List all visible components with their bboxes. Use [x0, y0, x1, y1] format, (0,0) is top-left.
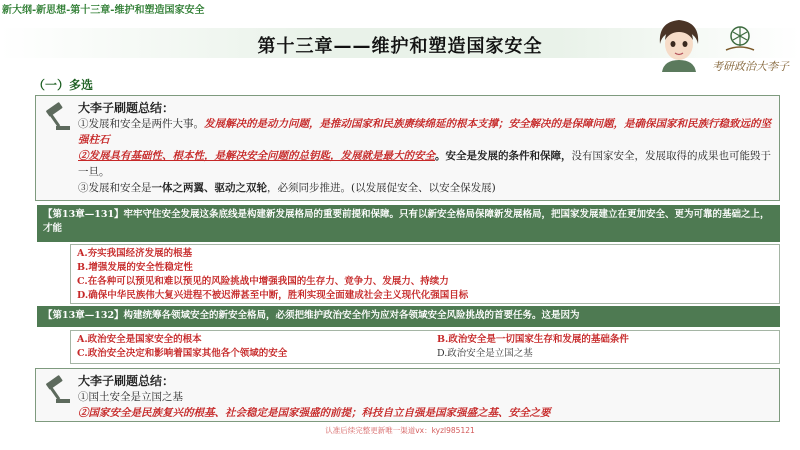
- avatar-illustration: [652, 14, 706, 72]
- gavel-icon: [40, 373, 74, 407]
- option-a[interactable]: A.政治安全是国家安全的根本: [77, 334, 202, 345]
- options-grid: [77, 333, 773, 361]
- summary-line-1-b: 发展解决的是动力问题，是推动国家和民族赓续绵延的根本支撑；安全解决的是保障问题，是确保国家和民族行稳致远的坚强柱石: [78, 118, 771, 146]
- option-b[interactable]: B.政治安全是一切国家生存和发展的基础条件: [437, 334, 629, 345]
- summary-line-3-b: 一体之两翼、驱动之双轮: [151, 182, 267, 194]
- summary-line-3: [78, 180, 773, 196]
- option-c[interactable]: C.政治安全决定和影响着国家其他各个领域的安全: [77, 348, 288, 359]
- summary-line-2-a: ②发展具有基础性、根本性，是解决安全问题的总钥匙，发展就是最大的安全: [78, 150, 435, 162]
- question-132: 【第13章—132】构建统筹各领域安全的新安全格局，必须把维护政治安全作为应对各领域安全风险挑战的首要任务。这是因为: [37, 306, 780, 327]
- summary-line-3-a: ③发展和安全是: [78, 182, 152, 194]
- summary-line-2: [78, 148, 773, 180]
- question-132-options: [70, 330, 780, 364]
- option-a[interactable]: A.夯实我国经济发展的根基: [77, 248, 193, 259]
- summary-title: 大李子刷题总结：: [78, 101, 175, 115]
- question-131-options: [70, 244, 780, 304]
- gavel-icon: [40, 100, 74, 134]
- question-131: 【第13章—131】牢牢守住安全发展这条底线是构建新发展格局的重要前提和保障。只有以新安全格局保障新发展格局，把国家发展建立在更加安全、更为可靠的基础之上，才能: [37, 205, 780, 242]
- option-c[interactable]: C.在各种可以预见和难以预见的风险挑战中增强我国的生存力、竞争力、发展力、持续力: [77, 276, 449, 287]
- summary-line-1: [78, 116, 773, 148]
- summary-line-2-b: 。安全是发展的条件和保障，: [435, 150, 572, 162]
- summary-line-3-c: ，必须同步推进。(以发展促安全、以安全保发展): [267, 182, 496, 194]
- summary-box-2: [35, 368, 780, 422]
- page-title: 第十三章——维护和塑造国家安全: [257, 36, 543, 57]
- option-d[interactable]: D.确保中华民族伟大复兴进程不被迟滞甚至中断，胜利实现全面建成社会主义现代化强国目标: [77, 290, 469, 301]
- summary-box-1: [35, 95, 780, 201]
- summary-lines: [78, 116, 773, 196]
- section-label: （一）多选: [33, 78, 94, 92]
- option-d[interactable]: D.政治安全是立国之基: [437, 348, 533, 359]
- summary-title: 大李子刷题总结：: [78, 374, 175, 388]
- logo-text: 考研政治大李子: [712, 60, 789, 73]
- breadcrumb: 新大纲-新思想-第十三章-维护和塑造国家安全: [2, 5, 205, 16]
- summary-line-1-a: ①发展和安全是两件大事。: [78, 118, 204, 130]
- summary-lines: [78, 389, 773, 421]
- summary-line-2-c: 没有国家安全，发展取得的成果也可能毁于一旦。: [78, 150, 771, 178]
- watermark: 认准后续完整更新唯一渠道vx：kyzl985121: [325, 426, 475, 435]
- summary-line-1: ①国土安全是立国之基: [78, 391, 183, 403]
- summary-line-2: ②国家安全是民族复兴的根基、社会稳定是国家强盛的前提；科技自立自强是国家强盛之基、安全之要: [78, 407, 551, 419]
- option-b[interactable]: B.增强发展的安全性稳定性: [77, 262, 193, 273]
